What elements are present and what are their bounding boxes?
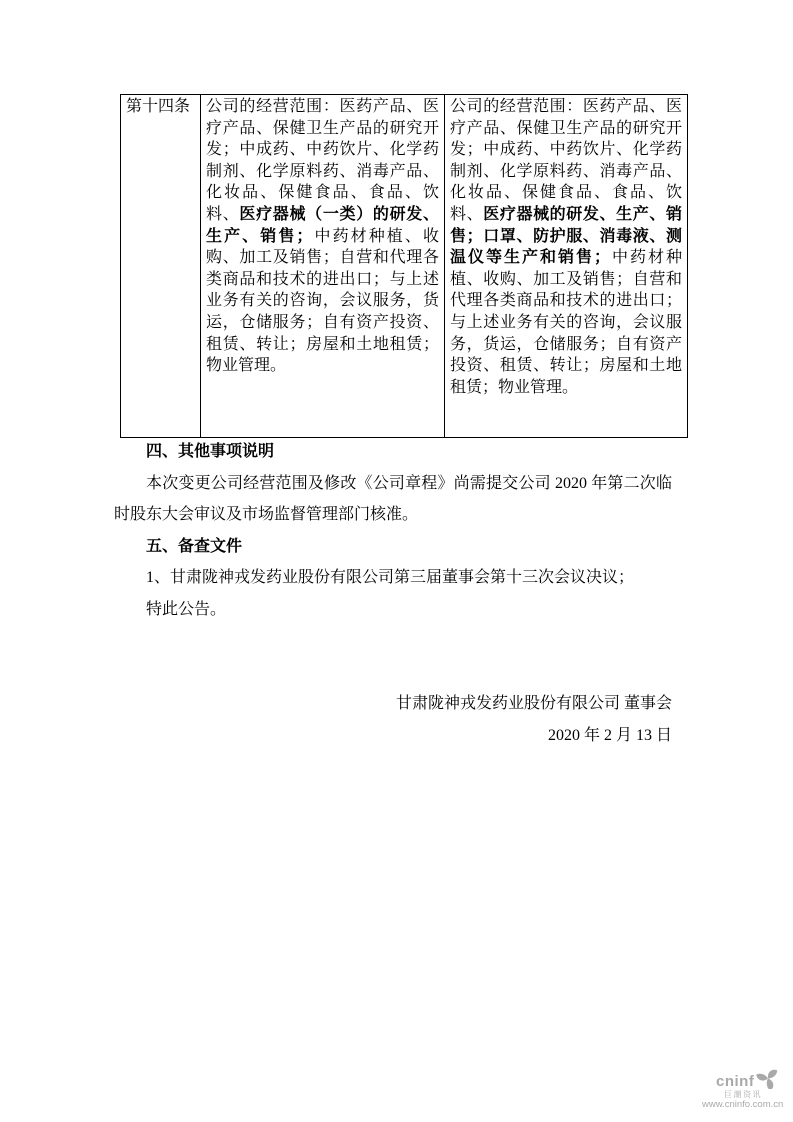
signature-company-line: 甘肃陇神戎发药业股份有限公司 董事会 bbox=[395, 695, 672, 712]
article-number: 第十四条 bbox=[126, 98, 191, 115]
business-scope-comparison-table bbox=[120, 94, 688, 438]
old-scope-text-cont: 中药材种植、收购、加工及销售；自营和代理各类商品和技术的进出口；与上述业务有关的咨询，会议服务，货运，仓储服务；自有资产投资、租赁、转让；房屋和土地租赁；物业管理。 bbox=[206, 227, 439, 375]
table-row bbox=[121, 95, 688, 438]
old-scope-text: 公司的经营范围：医药产品、医疗产品、保健卫生产品的研究开发；中成药、中药饮片、化学药制剂、化学原料药、消毒产品、化妆品、保健食品、食品、饮料、 bbox=[206, 98, 439, 223]
new-scope-text: 公司的经营范围：医药产品、医疗产品、保健卫生产品的研究开发；中成药、中药饮片、化学药制剂、化学原料药、消毒产品、化妆品、保健食品、食品、饮料、 bbox=[450, 98, 682, 223]
new-scope-bold-text: 医疗器械的研发、生产、销售；口罩、防护服、消毒液、测温仪等生产和销售； bbox=[450, 205, 682, 267]
cninfo-brand-text: cninf bbox=[716, 1072, 755, 1090]
section-heading-other-matters: 四、其他事项说明 bbox=[146, 443, 275, 460]
section-heading-reference-documents: 五、备查文件 bbox=[146, 537, 243, 555]
new-business-scope-cell bbox=[445, 95, 688, 438]
cninfo-url: www.cninfo.com.cn bbox=[702, 1099, 784, 1110]
old-scope-bold-text: 医疗器械（一类）的研发、生产、销售； bbox=[206, 205, 439, 245]
cninfo-brand-chinese: 巨潮资讯 bbox=[724, 1090, 762, 1099]
signature-date-line: 2020 年 2 月 13 日 bbox=[547, 726, 672, 744]
old-business-scope-cell bbox=[201, 95, 445, 438]
article-number-cell bbox=[121, 95, 201, 438]
document-body bbox=[114, 436, 672, 751]
reference-document-item: 1、甘肃陇神戎发药业股份有限公司第三届董事会第十三次会议决议； bbox=[146, 569, 635, 586]
closing-statement: 特此公告。 bbox=[146, 600, 227, 618]
cninfo-watermark-logo bbox=[700, 1066, 790, 1114]
other-matters-paragraph: 本次变更公司经营范围及修改《公司章程》尚需提交公司 2020 年第二次临时股东大会审议及市场监督管理部门核准。 bbox=[114, 474, 672, 523]
new-scope-text-cont: 中药材种植、收购、加工及销售；自营和代理各类商品和技术的进出口；与上述业务有关的咨询，会议服务，货运，仓储服务；自有资产投资、租赁、转让；房屋和土地租赁；物业管理。 bbox=[450, 249, 682, 396]
